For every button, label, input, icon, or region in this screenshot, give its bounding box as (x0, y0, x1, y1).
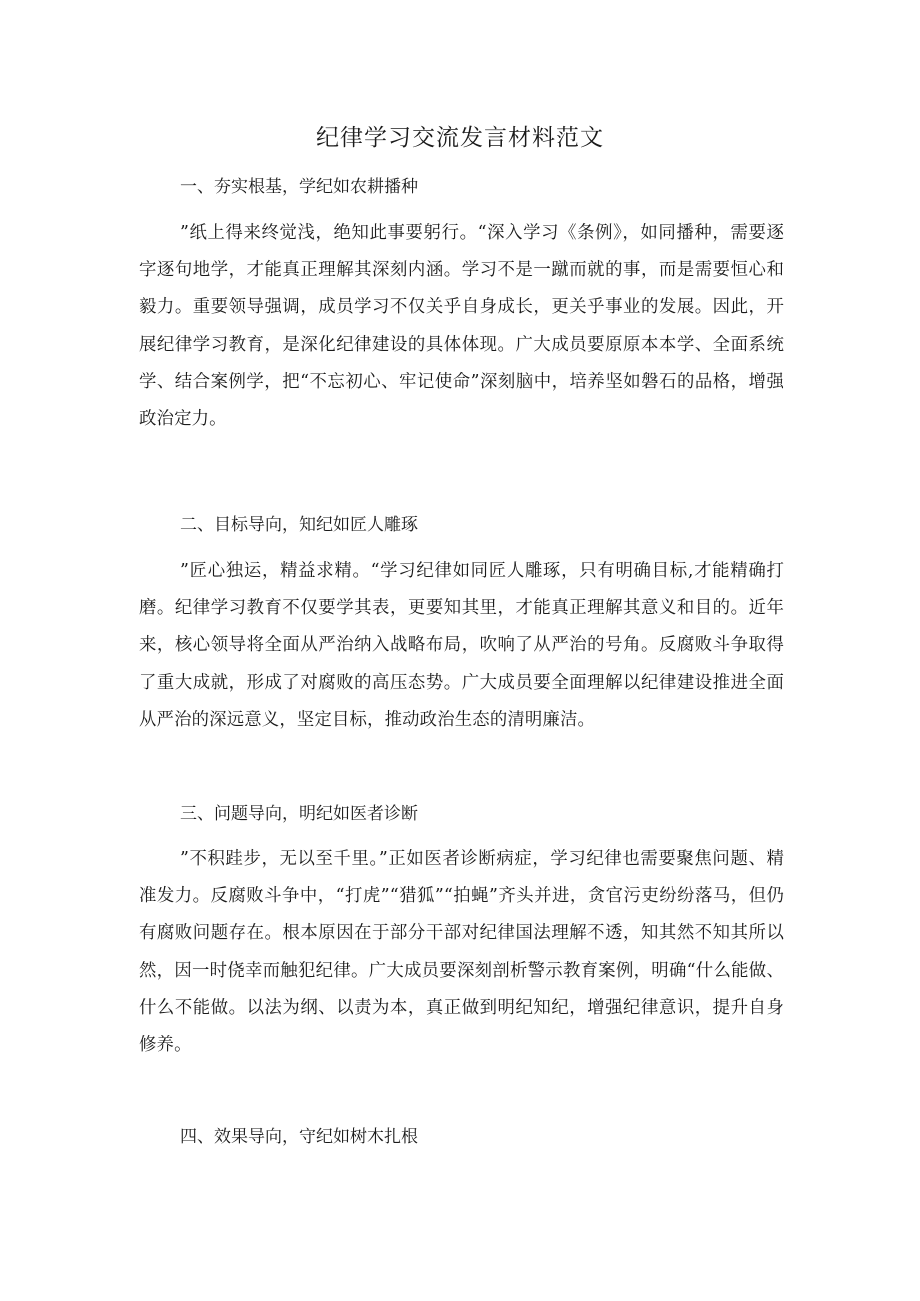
section-heading-1: 一、夯实根基，学纪如农耕播种 (180, 177, 418, 197)
section-heading-3: 三、问题导向，明纪如医者诊断 (180, 804, 418, 824)
section-paragraph-2: ”匠心独运，精益求精。“学习纪律如同匠人雕琢，只有明确目标,才能精确打磨。纪律学习教育不仅要学其表，更要知其里，才能真正理解其意义和目的。近年来，核心领导将全面从严治纳入战略布局，吹响了从严治的号角。反腐败斗争取得了重大成就，形成了对腐败的高压态势。广大成员要全面理解以纪律建设推进全面从严治的深远意义，坚定目标，推动政治生态的清明廉洁。 (139, 561, 784, 730)
section-heading-2: 二、目标导向，知纪如匠人雕琢 (180, 515, 418, 535)
section-heading-4: 四、效果导向，守纪如树木扎根 (180, 1127, 418, 1147)
section-paragraph-3: ”不积跬步，无以至千里。”正如医者诊断病症，学习纪律也需要聚焦问题、精准发力。反腐败斗争中，“打虎”“猎狐”“拍蝇”齐头并进，贪官污吏纷纷落马，但仍有腐败问题存在。根本原因在于部分干部对纪律国法理解不透，知其然不知其所以然，因一时侥幸而触犯纪律。广大成员要深刻剖析警示教育案例，明确“什么能做、什么不能做。以法为纲、以责为本，真正做到明纪知纪，增强纪律意识，提升自身修养。 (139, 849, 784, 1056)
document-title: 纪律学习交流发言材料范文 (316, 125, 604, 151)
section-paragraph-1: ”纸上得来终觉浅，绝知此事要躬行。“深入学习《条例》，如同播种，需要逐字逐句地学，才能真正理解其深刻内涵。学习不是一蹴而就的事，而是需要恒心和毅力。重要领导强调，成员学习不仅关乎自身成长，更关乎事业的发展。因此，开展纪律学习教育，是深化纪律建设的具体体现。广大成员要原原本本学、全面系统学、结合案例学，把“不忘初心、牢记使命”深刻脑中，培养坚如磐石的品格，增强政治定力。 (139, 223, 784, 430)
